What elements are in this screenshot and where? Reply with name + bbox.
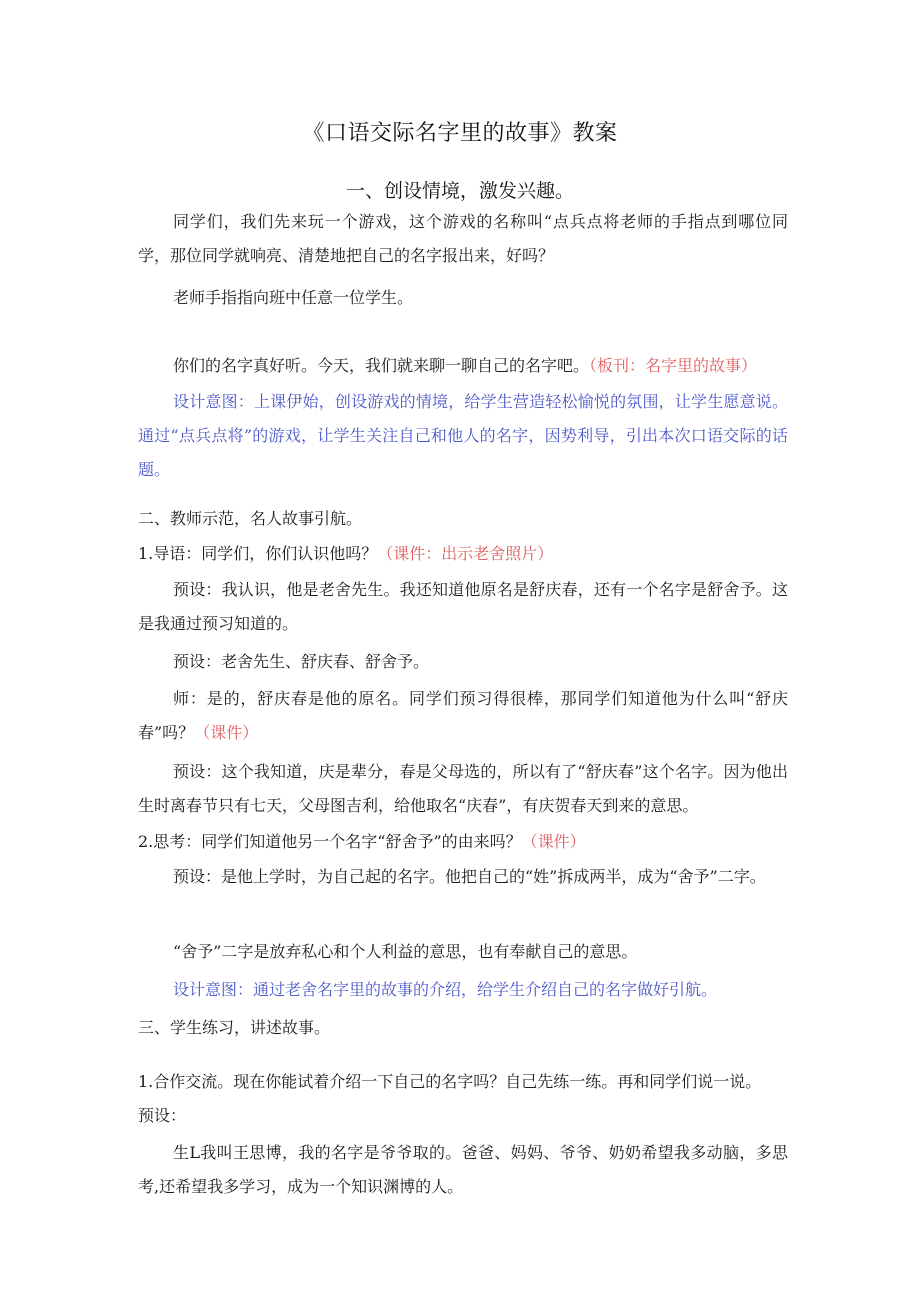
section-1-paragraph-1: 同学们，我们先来玩一个游戏，这个游戏的名称叫“点兵点将老师的手指点到哪位同学，那位同学就响亮、清楚地把自己的名字报出来，好吗？ xyxy=(138,212,788,265)
think-courseware-note: （课件） xyxy=(521,832,586,851)
think-line xyxy=(138,825,788,859)
preset-1: 预设：我认识，他是老舍先生。我还知道他原名是舒庆春，还有一个名字是舒舍予。这是我通过预习知道的。 xyxy=(138,580,788,633)
paragraph-3-text: 你们的名字真好听。今天，我们就来聊一聊自己的名字吧。 xyxy=(173,356,590,375)
section-2-design-intent: 设计意图：通过老舍名字里的故事的介绍，给学生介绍自己的名字做好引航。 xyxy=(173,980,718,999)
cooperative-exchange: 1.合作交流。现在你能试着介绍一下自己的名字吗？自己先练一练。再和同学们说一说。 xyxy=(138,1072,762,1091)
guide-courseware-note: （课件：出示老舍照片） xyxy=(377,544,554,563)
document-title: 《口语交际名字里的故事》教案 xyxy=(302,121,618,146)
teacher-question xyxy=(138,682,788,750)
section-1-paragraph-3 xyxy=(173,349,788,383)
name-meaning: “舍予”二字是放弃私心和个人利益的意思，也有奉献自己的意思。 xyxy=(173,942,638,961)
blackboard-note: （板刊：名字里的故事） xyxy=(589,356,758,375)
preset-4: 预设：是他上学时，为自己起的名字。他把自己的“姓”拆成两半，成为“舍予”二字。 xyxy=(173,867,766,886)
student-1-answer: 生L我叫王思博，我的名字是爷爷取的。爸爸、妈妈、爷爷、奶奶希望我多动脑，多思考,还希望我多学习，成为一个知识渊博的人。 xyxy=(138,1143,788,1196)
section-1-heading: 一、创设情境，激发兴趣。 xyxy=(345,180,574,202)
section-1-paragraph-2: 老师手指指向班中任意一位学生。 xyxy=(173,288,414,307)
section-3-heading: 三、学生练习，讲述故事。 xyxy=(138,1018,331,1037)
section-1-design-intent: 设计意图：上课伊始，创设游戏的情境，给学生营造轻松愉悦的氛围，让学生愿意说。通过“点兵点将”的游戏，让学生关注自己和他人的名字，因势利导，引出本次口语交际的话题。 xyxy=(138,392,788,479)
teacher-text: 师：是的，舒庆春是他的原名。同学们预习得很棒，那同学们知道他为什么叫“舒庆春”吗？ xyxy=(138,689,788,742)
section-3-preset-label: 预设： xyxy=(138,1106,187,1125)
section-2-heading: 二、教师示范，名人故事引航。 xyxy=(138,509,363,528)
guide-line xyxy=(138,537,788,571)
think-text: 2.思考：同学们知道他另一个名字“舒舍予”的由来吗？ xyxy=(138,832,522,851)
preset-2: 预设：老舍先生、舒庆春、舒舍予。 xyxy=(173,652,430,671)
preset-3: 预设：这个我知道，庆是辈分，春是父母选的，所以有了“舒庆春”这个名字。因为他出生时离春节只有七天，父母图吉利，给他取名“庆春”，有庆贺春天到来的意思。 xyxy=(138,762,788,815)
teacher-courseware-note: （课件） xyxy=(194,723,259,742)
guide-text: 1.导语：同学们，你们认识他吗？ xyxy=(138,544,378,563)
